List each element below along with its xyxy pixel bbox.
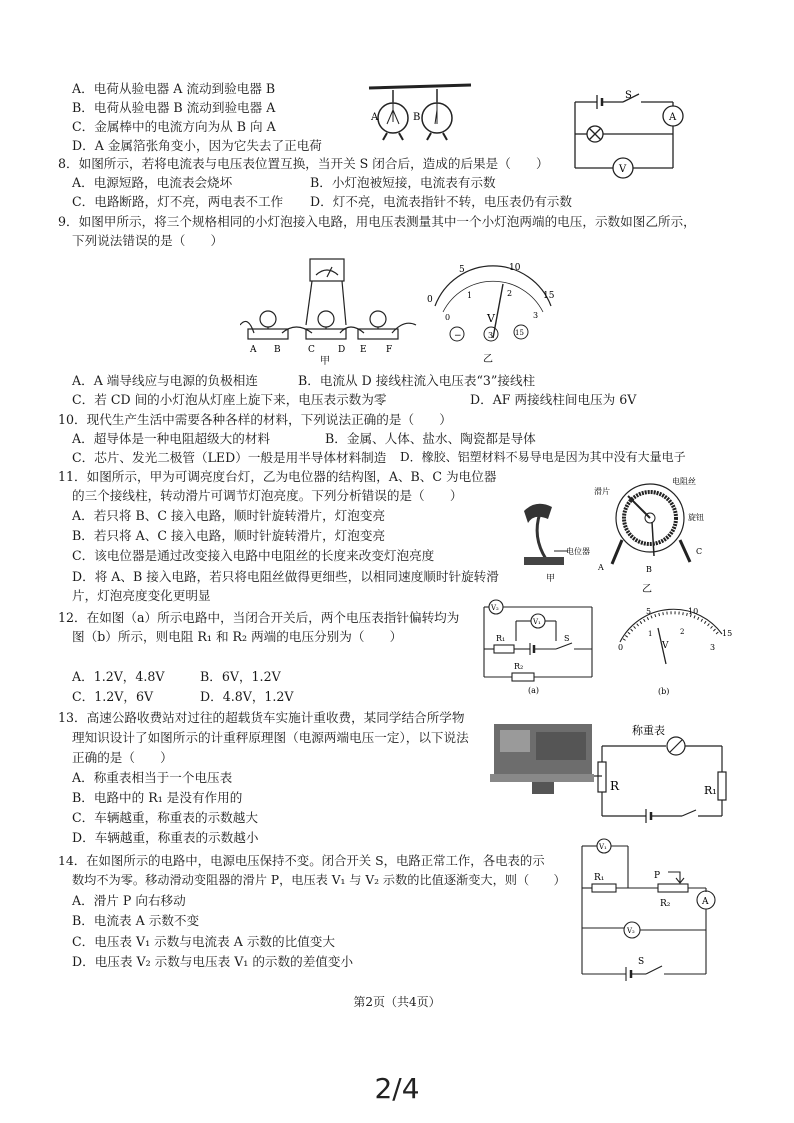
q10-option-c: C．芯片、发光二极管（LED）一般是用半导体材料制造	[72, 450, 387, 465]
fig12b-top-tick-10: 10	[688, 607, 699, 616]
fig7-label-a: A	[371, 112, 379, 123]
q11-option-b: B．若只将 A、C 接入电路，顺时针旋转滑片，灯泡变亮	[72, 528, 386, 543]
q12-option-b: B．6V，1.2V	[200, 669, 281, 684]
fig9-top-tick-10: 10	[509, 263, 521, 273]
q9-option-c: C．若 CD 间的小灯泡从灯座上旋下来，电压表示数为零	[72, 392, 387, 407]
fig9-terminal-a: A	[250, 345, 257, 355]
fig9-terminal-d: D	[338, 345, 346, 355]
fig12b-bottom-tick-2: 2	[680, 628, 685, 636]
fig9-top-tick-5: 5	[459, 265, 465, 275]
q13-option-b: B．电路中的 R₁ 是没有作用的	[72, 790, 243, 805]
fig9-bottom-tick-3: 3	[533, 311, 539, 320]
fig12-caption-b: (b)	[658, 687, 670, 696]
fig9-top-tick-15: 15	[543, 291, 555, 301]
fig12-r2-label: R₂	[514, 662, 524, 671]
q11-potentiometer-figure	[594, 476, 724, 600]
page-footer: 第2页（共4页）	[353, 995, 441, 1009]
q11-lamp-figure	[510, 497, 600, 583]
q9-stem-line2: 下列说法错误的是（ ）	[72, 233, 224, 248]
q13-line-3: 正确的是（ ）	[72, 750, 173, 765]
fig8-switch-label: S	[625, 90, 632, 101]
q8-circuit-figure	[565, 88, 705, 188]
q13-option-a: A．称重表相当于一个电压表	[72, 770, 233, 785]
q14-option-d: D．电压表 V₂ 示数与电压表 V₁ 的示数的差值变小	[72, 954, 354, 969]
fig9-terminal-15: 15	[515, 329, 524, 337]
fig11-caption-yi: 乙	[642, 584, 652, 595]
fig12-v1-label: V₁	[533, 618, 541, 626]
fig9-terminal-f: F	[386, 345, 393, 355]
q9-figure-yi	[425, 258, 565, 370]
fig9-bottom-tick-1: 1	[467, 291, 473, 300]
q9-option-d: D．AF 两接线柱间电压为 6V	[470, 392, 637, 407]
fig14-r1-label: R₁	[594, 873, 605, 883]
q8-stem: 8．如图所示，若将电流表与电压表位置互换，当开关 S 闭合后，造成的后果是（ ）	[58, 156, 549, 171]
q12-line-2: 图（b）所示，则电阻 R₁ 和 R₂ 两端的电压分别为（ ）	[72, 629, 403, 644]
q14-line-1: 14．在如图所示的电路中，电源电压保持不变。闭合开关 S，电路正常工作，各电表的示	[58, 853, 545, 868]
q10-stem: 10．现代生产生活中需要各种各样的材料，下列说法正确的是（ ）	[58, 412, 452, 427]
q12-option-a: A．1.2V，4.8V	[72, 669, 165, 684]
fig9-terminal-3: 3	[488, 331, 494, 340]
q8-option-b: B．小灯泡被短接，电流表有示数	[310, 175, 496, 190]
fig9-bottom-tick-0: 0	[445, 313, 451, 322]
q14-option-b: B．电流表 A 示数不变	[72, 913, 200, 928]
fig13-r-label: R	[610, 779, 620, 793]
q7-option-d: D．A 金属箔张角变小，因为它失去了正电荷	[72, 138, 322, 153]
fig9-meter-letter: V	[487, 312, 495, 325]
fig9-terminal-b: B	[274, 345, 281, 355]
fig14-s-label: S	[638, 957, 645, 967]
fig9-terminal-e: E	[360, 345, 367, 355]
q13-option-d: D．车辆越重，称重表的示数越小	[72, 830, 259, 845]
q13-line-1: 13．高速公路收费站对过往的超载货车实施计重收费，某同学结合所学物	[58, 710, 465, 725]
q12-meter-b	[610, 604, 735, 699]
fig14-r2-label: R₂	[660, 899, 671, 909]
fig12b-top-tick-5: 5	[646, 607, 652, 616]
fig12b-bottom-tick-3: 3	[710, 643, 716, 652]
fig8-voltmeter-label: V	[619, 164, 627, 175]
q10-option-a: A．超导体是一种电阻超级大的材料	[72, 431, 271, 446]
q9-stem-line1: 9．如图甲所示，将三个规格相同的小灯泡接入电路，用电压表测量其中一个小灯泡两端的电压，示数如图乙所示，	[58, 214, 696, 229]
q11-option-d-cont: 片，灯泡亮度变化更明显	[72, 588, 211, 603]
fig12-r1-label: R₁	[496, 634, 506, 643]
q11-option-c: C．该电位器是通过改变接入电路中电阻丝的长度来改变灯泡亮度	[72, 548, 435, 563]
fig11-terminal-a: A	[598, 563, 604, 572]
q11-option-a: A．若只将 B、C 接入电路，顺时针旋转滑片，灯泡变亮	[72, 508, 386, 523]
fig9-caption-jia: 甲	[320, 356, 330, 367]
q7-option-b: B．电荷从验电器 B 流动到验电器 A	[72, 100, 276, 115]
fig8-ammeter-label: A	[669, 112, 677, 123]
q14-option-c: C．电压表 V₁ 示数与电流表 A 示数的比值变大	[72, 934, 335, 949]
fig11-potentiometer-label: 电位器	[566, 547, 590, 556]
fig11-wire-label: 电阻丝	[672, 477, 696, 486]
q14-option-a: A．滑片 P 向右移动	[72, 893, 186, 908]
fig13-meter-label: 称重表	[632, 724, 665, 737]
q8-option-d: D．灯不亮，电流表指针不转，电压表仍有示数	[310, 194, 572, 209]
fig13-r1-label: R₁	[704, 784, 717, 797]
fig11-terminal-b: B	[646, 565, 652, 574]
q12-option-d: D．4.8V，1.2V	[200, 689, 294, 704]
q8-option-c: C．电路断路，灯不亮，两电表不工作	[72, 194, 284, 209]
q14-line-2: 数均不为零。移动滑动变阻器的滑片 P，电压表 V₁ 与 V₂ 示数的比值逐渐变大，则（ ）	[72, 873, 566, 887]
q7-option-c: C．金属棒中的电流方向为从 B 向 A	[72, 119, 276, 134]
fig14-v1-label: V₁	[599, 843, 607, 851]
fig11-slider-label: 滑片	[594, 487, 610, 496]
q9-figure-jia	[240, 255, 420, 367]
q9-option-b: B．电流从 D 接线柱流入电压表“3”接线柱	[298, 373, 536, 388]
q12-option-c: C．1.2V，6V	[72, 689, 154, 704]
q13-line-2: 理知识设计了如图所示的计重秤原理图（电源两端电压一定），以下说法	[72, 730, 469, 745]
fig11-caption-jia: 甲	[546, 574, 556, 583]
fig14-v2-label: V₂	[627, 927, 635, 935]
fig12b-bottom-tick-0: 0	[618, 643, 624, 652]
q12-circuit-a	[476, 597, 601, 697]
fig12-s-label: S	[564, 634, 570, 643]
fig9-bottom-tick-2: 2	[507, 289, 513, 298]
q7-option-a: A．电荷从验电器 A 流动到验电器 B	[72, 81, 276, 96]
q10-option-d: D．橡胶、铝塑材料不易导电是因为其中没有大量电子	[400, 450, 686, 464]
fig12b-bottom-tick-1: 1	[648, 630, 653, 638]
q11-option-d: D．将 A、B 接入电路，若只将电阻丝做得更细些，以相同速度顺时针旋转滑	[72, 569, 499, 584]
fig9-top-tick-0: 0	[427, 295, 433, 305]
fig14-p-label: P	[654, 871, 661, 881]
q8-option-a: A．电源短路，电流表会烧坏	[72, 175, 233, 190]
fig7-label-b: B	[413, 112, 421, 123]
fig9-terminal-neg: −	[454, 331, 462, 341]
q13-scale-figure	[486, 712, 736, 830]
fig9-terminal-c: C	[308, 345, 315, 355]
fig11-terminal-c: C	[696, 547, 703, 556]
q7-electroscope-figure	[365, 80, 475, 142]
q11-line-2: 的三个接线柱，转动滑片可调节灯泡亮度。下列分析错误的是（ ）	[72, 488, 463, 503]
q11-line-1: 11．如图所示，甲为可调亮度台灯，乙为电位器的结构图，A、B、C 为电位器	[58, 469, 497, 484]
q10-option-b: B．金属、人体、盐水、陶瓷都是导体	[325, 431, 536, 446]
fig12b-meter-letter: V	[662, 641, 669, 651]
fig12b-top-tick-15: 15	[722, 629, 733, 638]
q13-option-c: C．车辆越重，称重表的示数越大	[72, 810, 258, 825]
fig12-caption-a: (a)	[528, 686, 540, 695]
q9-option-a: A．A 端导线应与电源的负极相连	[72, 373, 258, 388]
q12-line-1: 12．在如图（a）所示电路中，当闭合开关后，两个电压表指针偏转均为	[58, 610, 460, 625]
page-indicator: 2/4	[374, 1072, 420, 1105]
q14-circuit-figure	[572, 838, 722, 984]
fig14-ammeter-label: A	[702, 897, 709, 907]
fig12-v2-label: V₂	[491, 604, 499, 612]
fig11-knob-label: 旋钮	[688, 513, 704, 522]
fig9-caption-yi: 乙	[483, 354, 493, 365]
